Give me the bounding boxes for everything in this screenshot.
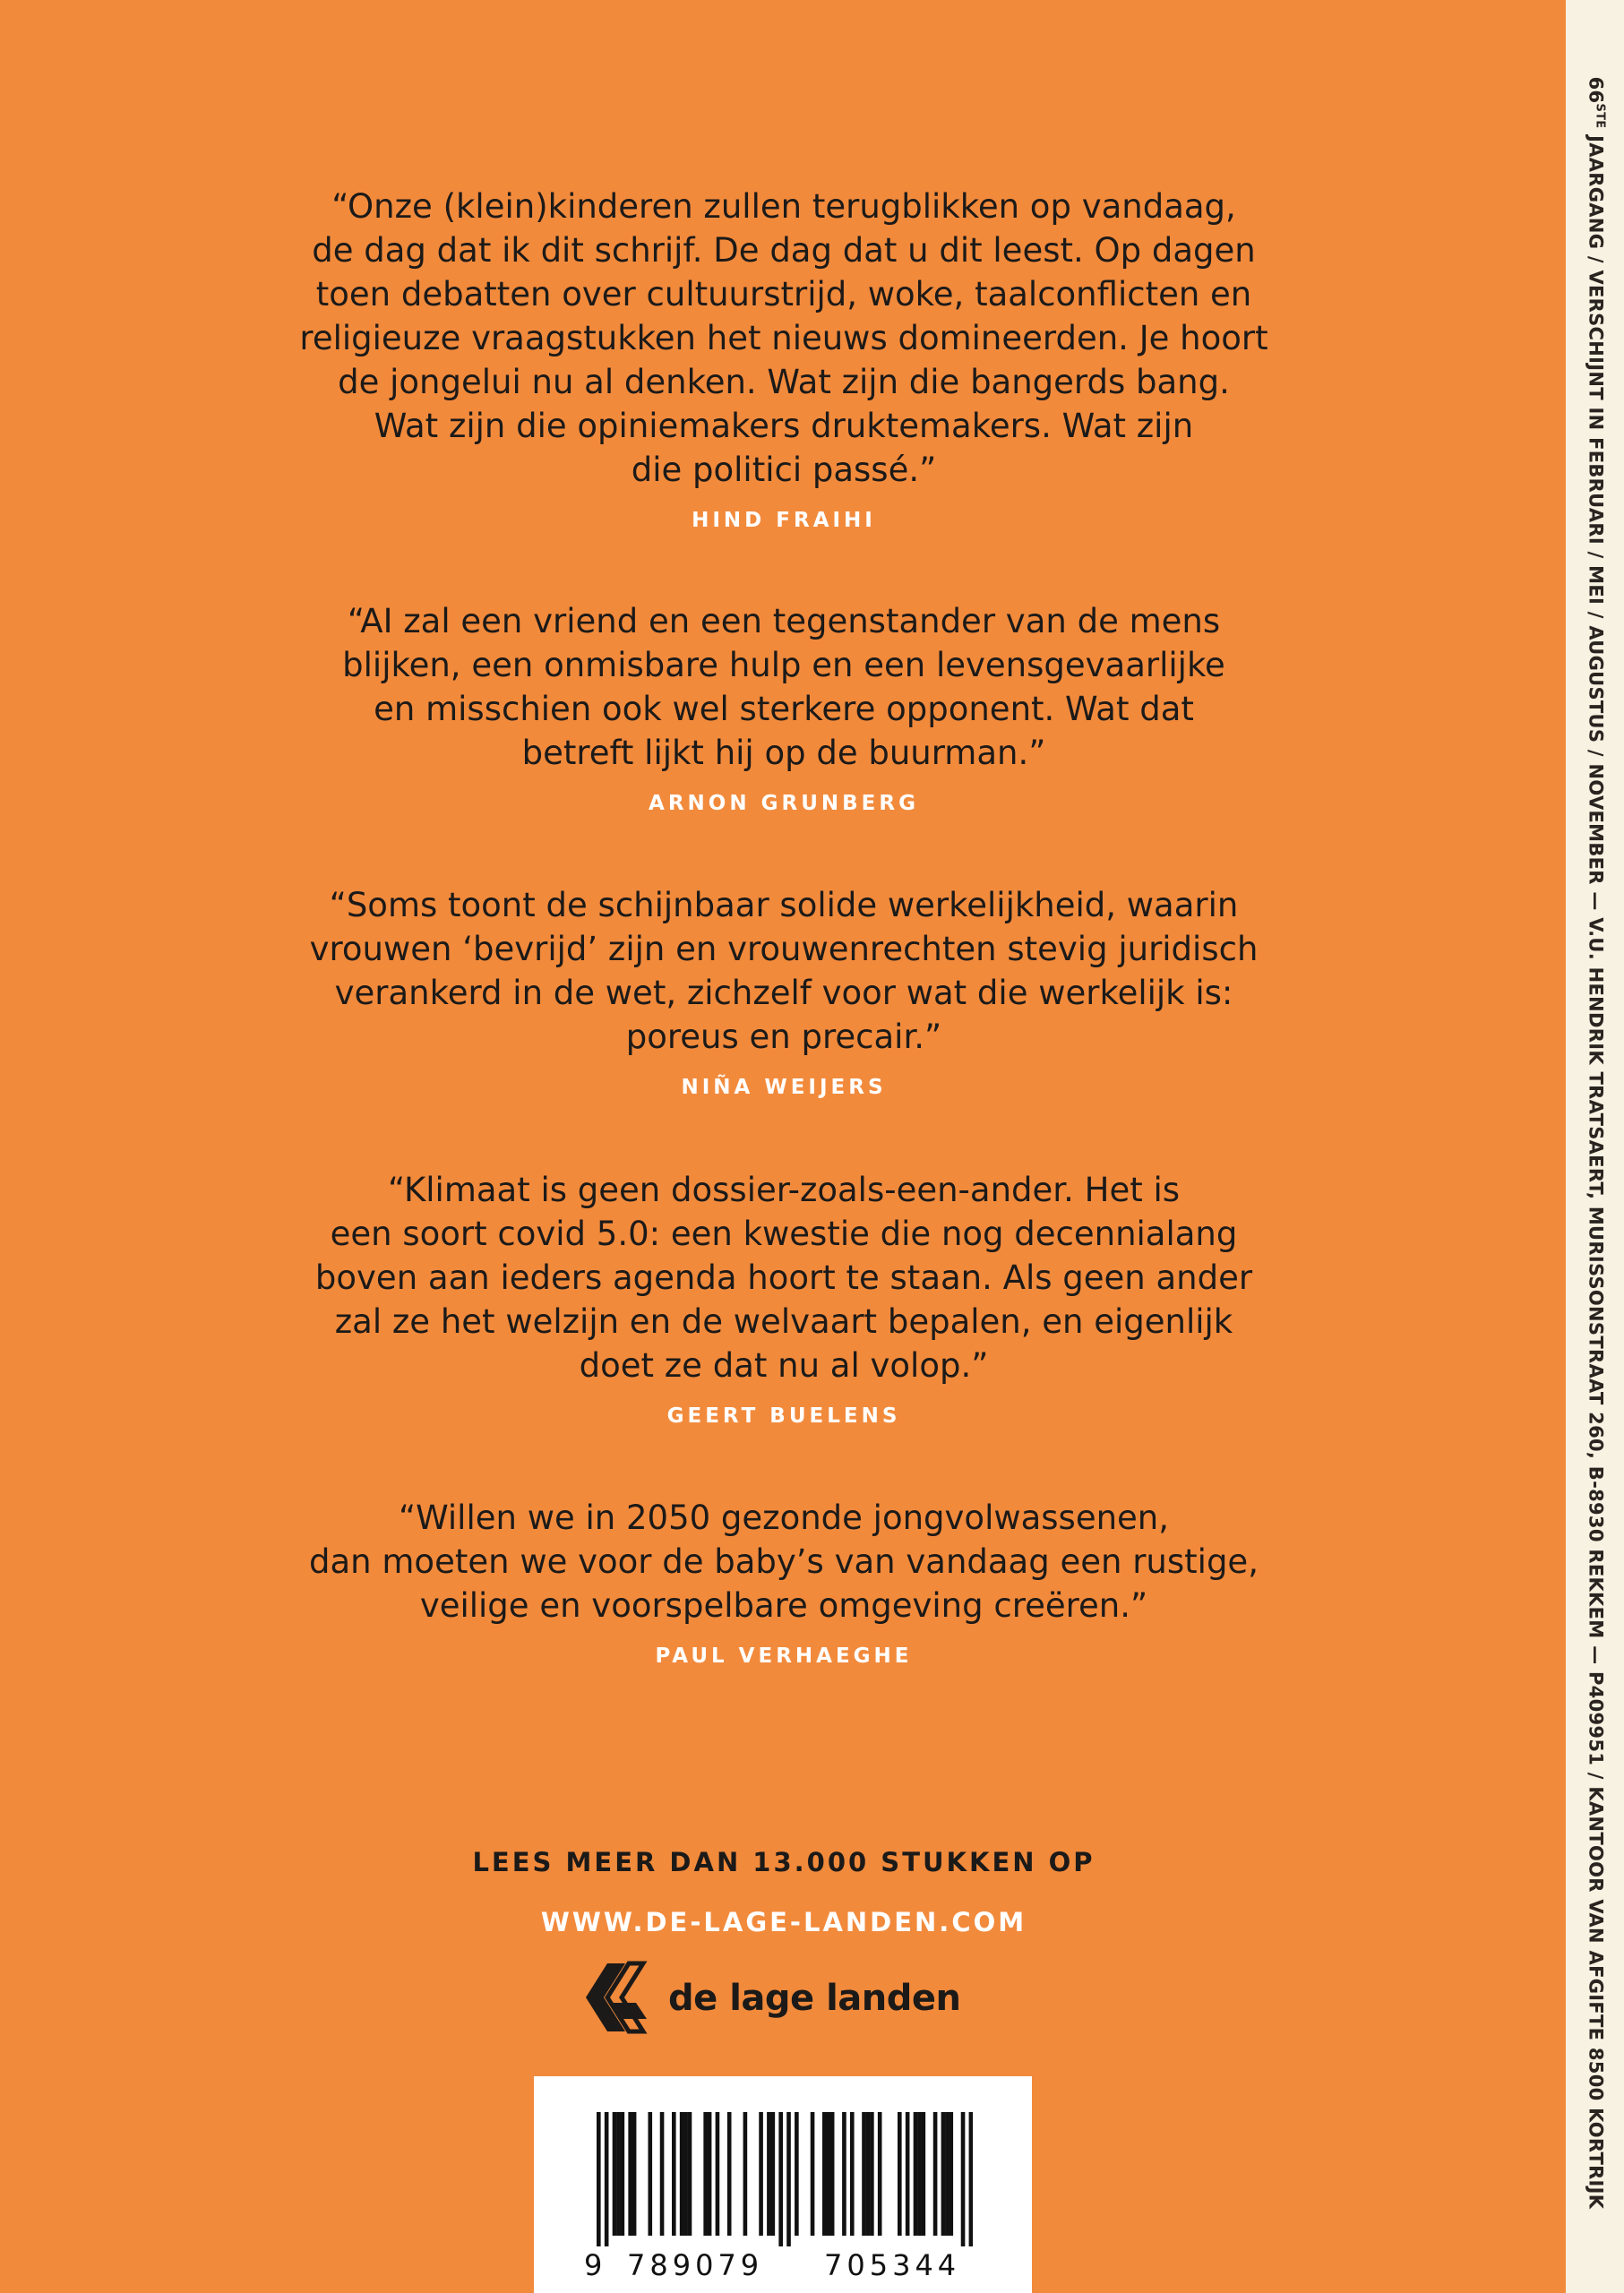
barcode-bar: [922, 2112, 926, 2236]
barcode-first-digit: 9: [584, 2248, 603, 2282]
barcode-bar: [906, 2112, 910, 2236]
barcode-bar: [628, 2112, 632, 2236]
barcode-left-group: 789079: [627, 2248, 764, 2282]
quote-author: PAUL VERHAEGHE: [655, 1645, 913, 1668]
logo-wordmark: de lage landen: [668, 1977, 961, 2019]
barcode-bar: [683, 2112, 688, 2236]
barcode-bar: [842, 2112, 846, 2236]
barcode-bar: [613, 2112, 617, 2236]
quote-author: GEERT BUELENS: [666, 1404, 901, 1428]
barcode-bar: [866, 2112, 871, 2236]
barcode-bar: [680, 2112, 684, 2236]
barcode-bars: [597, 2112, 973, 2246]
barcode-bar: [811, 2112, 815, 2236]
barcode-bar: [648, 2112, 652, 2236]
publication-info: JAARGANG / VERSCHIJNT IN FEBRUARI / MEI / AUGUSTUS / NOVEMBER — V.U. HENDRIK TRATSAERT, MURISSONSTRAAT 260, B-8930 REKKEM — P409951 / KANTOOR VAN AFGIFTE 8500 KORTRIJK: [1585, 128, 1607, 2210]
barcode-bar: [703, 2112, 708, 2236]
quote-block-fraihi: [251, 185, 1317, 533]
quote-text: “Willen we in 2050 gezonde jongvolwassenen, dan moeten we voor de baby’s van vandaag een rustige, veilige en voorspelbare omgeving creëren.”: [309, 1499, 1259, 1625]
barcode-bar: [878, 2112, 882, 2236]
barcode-bar: [914, 2112, 918, 2236]
barcode-bar: [862, 2112, 866, 2236]
barcode-bar: [597, 2112, 601, 2246]
volume-suffix: STE: [1593, 103, 1607, 129]
barcode-number: [584, 2248, 987, 2284]
barcode-bar: [660, 2112, 665, 2236]
quote-text: “Onze (klein)kinderen zullen terugblikken op vandaag, de dag dat ik dit schrijf. De dag dat u dit leest. Op dagen toen debatten over cultuurstrijd, woke, taalconflicten en religieuze vraagstukken het nieuws domineerden. Je hoort de jongelui nu al denken. Wat zijn die bangerds bang. Wat zijn die opiniemakers druktemakers. Wat zijn die politici passé.”: [299, 187, 1268, 489]
barcode-bar: [870, 2112, 874, 2236]
barcode-bar: [767, 2112, 771, 2236]
publisher-logo: [580, 1960, 961, 2036]
quote-text: “Soms toont de schijnbaar solide werkelijkheid, waarin vrouwen ‘bevrijd’ zijn en vrouwenrechten stevig juridisch verankerd in de wet, zichzelf voor wat die werkelijk is: poreus en precair.”: [309, 886, 1259, 1056]
barcode-bar: [632, 2112, 637, 2236]
barcode-bar: [850, 2112, 855, 2236]
barcode-bar: [771, 2112, 776, 2236]
quote-author: ARNON GRUNBERG: [649, 792, 919, 815]
barcode-bar: [933, 2112, 938, 2236]
barcode-bar: [898, 2112, 902, 2236]
barcode-bar: [727, 2112, 732, 2236]
barcode-bar: [949, 2112, 953, 2236]
logo-mark-icon: [580, 1960, 652, 2036]
barcode-bar: [945, 2112, 949, 2236]
barcode-bar: [795, 2112, 799, 2236]
quote-text: “Klimaat is geen dossier-zoals-een-ander. Het is een soort covid 5.0: een kwestie die nog decennialang boven aan ieders agenda hoort te staan. Als geen ander zal ze het welzijn en de welvaart bepalen, en eigenlijk doet ze dat nu al volop.”: [314, 1171, 1253, 1385]
barcode-bar: [716, 2112, 720, 2236]
barcode-bar: [605, 2112, 609, 2246]
barcode: [534, 2076, 1032, 2293]
barcode-bar: [969, 2112, 973, 2246]
quote-block-grunberg: [251, 599, 1317, 816]
barcode-bar: [743, 2112, 748, 2236]
quote-author: HIND FRAIHI: [692, 509, 876, 532]
website-link[interactable]: WWW.DE-LAGE-LANDEN.COM: [540, 1907, 1027, 1937]
barcode-right-group: 705344: [824, 2248, 961, 2282]
quote-author: NIÑA WEIJERS: [681, 1076, 887, 1099]
barcode-bar: [941, 2112, 946, 2236]
quote-block-buelens: [251, 1168, 1317, 1429]
spine-text: [1586, 50, 1605, 2236]
barcode-bar: [672, 2112, 676, 2236]
barcode-bar: [759, 2112, 763, 2236]
barcode-bar: [961, 2112, 966, 2246]
volume-number: 66: [1585, 76, 1607, 104]
barcode-bar: [616, 2112, 621, 2236]
cta-lead: LEES MEER DAN 13.000 STUKKEN OP: [472, 1847, 1096, 1877]
barcode-bar: [708, 2112, 712, 2236]
barcode-bar: [786, 2112, 791, 2246]
barcode-bar: [917, 2112, 922, 2236]
quote-block-weijers: [251, 883, 1317, 1100]
barcode-bar: [621, 2112, 625, 2236]
barcode-bar: [778, 2112, 783, 2246]
barcode-bar: [830, 2112, 835, 2236]
barcode-bar: [688, 2112, 692, 2236]
quote-text: “AI zal een vriend en een tegenstander van de mens blijken, een onmisbare hulp en een levensgevaarlijke en misschien ook wel sterkere opponent. Wat dat betreft lijkt hij op de buurman.”: [342, 602, 1225, 772]
barcode-bar: [822, 2112, 827, 2236]
quote-block-verhaeghe: [251, 1496, 1317, 1669]
barcode-bar: [826, 2112, 830, 2236]
